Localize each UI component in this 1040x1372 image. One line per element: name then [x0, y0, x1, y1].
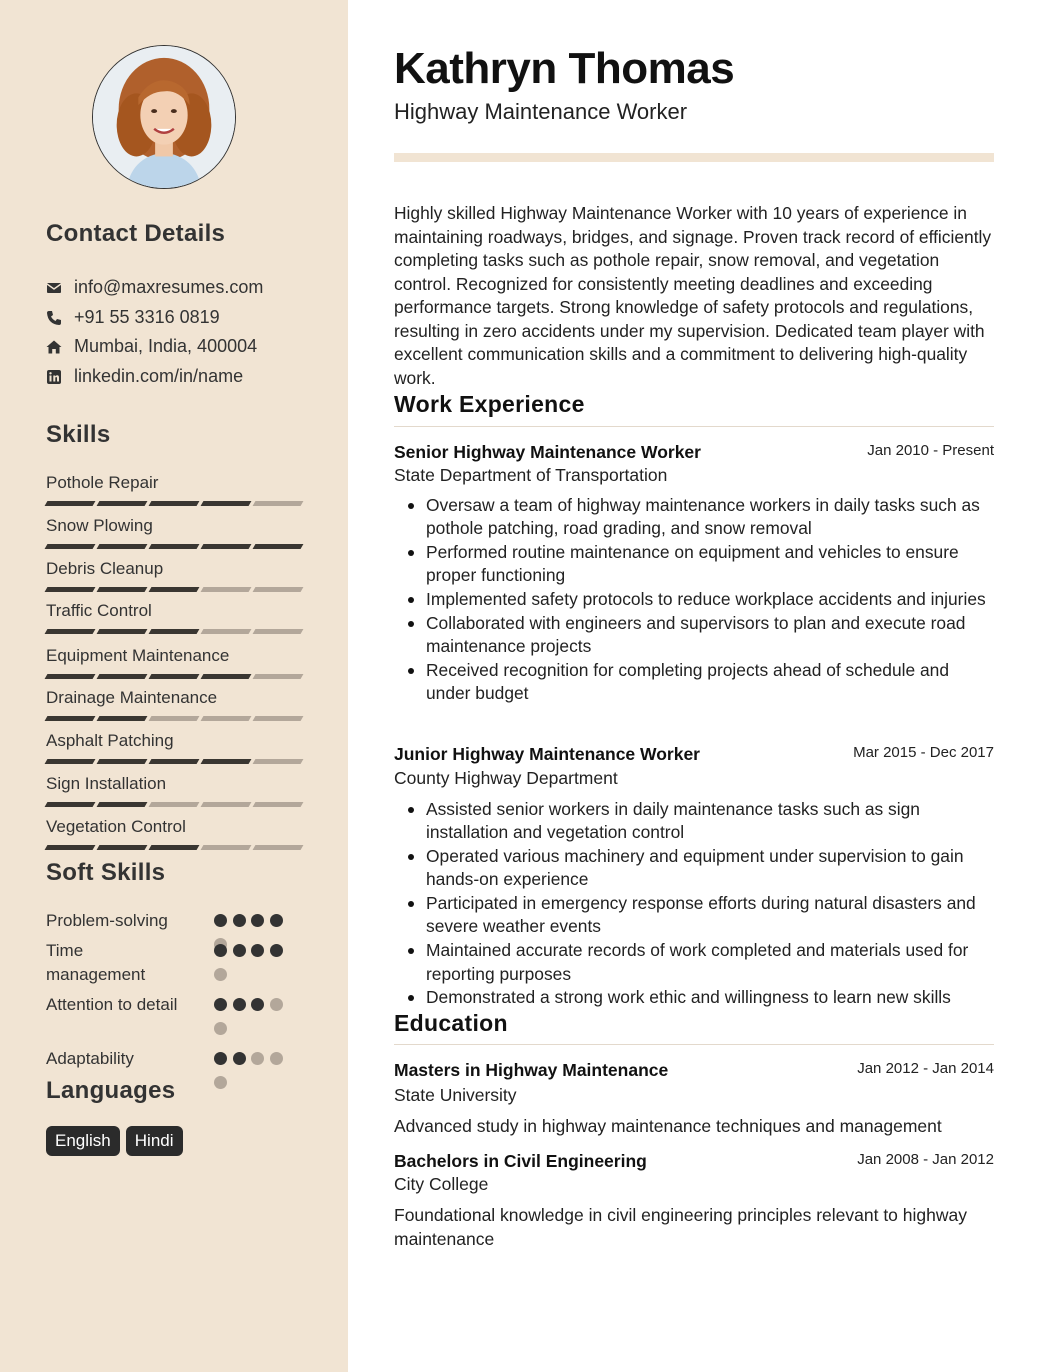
language-badge: English: [46, 1126, 120, 1156]
skill-item: [46, 731, 302, 764]
soft-skill-item: [46, 993, 296, 1017]
rating-dot-filled: [251, 944, 264, 957]
skill-level-segment-filled: [45, 501, 96, 506]
list-item: Demonstrated a strong work ethic and willingness to learn new skills: [426, 986, 998, 1009]
skill-name: Pothole Repair: [46, 473, 159, 492]
section-divider: [394, 426, 994, 427]
skill-level-segment-filled: [45, 674, 96, 679]
skill-level-segment-filled: [149, 587, 200, 592]
skill-level-segment-empty: [253, 501, 304, 506]
education-dates: Jan 2008 - Jan 2012: [857, 1151, 994, 1168]
soft-skill-name: Time management: [46, 941, 146, 984]
skill-item: [46, 559, 302, 592]
contact-linkedin[interactable]: [46, 366, 243, 387]
rating-dot-filled: [233, 1052, 246, 1065]
skill-item: [46, 646, 302, 679]
rating-dot-empty: [214, 1022, 227, 1035]
skill-name: Snow Plowing: [46, 516, 153, 535]
skill-level-segment-filled: [149, 759, 200, 764]
education-header: [394, 1060, 994, 1081]
skill-level-segment-filled: [97, 587, 148, 592]
education-school: State University: [394, 1085, 517, 1105]
languages-list: [46, 1126, 183, 1156]
rating-dot-empty: [214, 1076, 227, 1089]
skill-level-segment-empty: [149, 802, 200, 807]
skill-level-segment-filled: [149, 629, 200, 634]
skill-level-segment-filled: [201, 674, 252, 679]
rating-dot-empty: [270, 998, 283, 1011]
job-dates: Jan 2010 - Present: [867, 442, 994, 459]
rating-dot-filled: [214, 914, 227, 927]
skill-level-segment-filled: [97, 759, 148, 764]
contact-address: [46, 336, 257, 357]
education-description: Foundational knowledge in civil engineering principles relevant to highway maintenance: [394, 1205, 967, 1249]
skill-name: Drainage Maintenance: [46, 688, 218, 707]
list-item: Operated various machinery and equipment under supervision to gain hands-on experience: [426, 845, 998, 892]
skill-item: [46, 774, 302, 807]
rating-dot-filled: [270, 914, 283, 927]
sidebar: [0, 0, 348, 1372]
degree-title: Masters in Highway Maintenance: [394, 1060, 669, 1080]
skill-level-segment-filled: [45, 587, 96, 592]
skill-item: [46, 688, 302, 721]
soft-skill-item: [46, 909, 296, 933]
list-item: Performed routine maintenance on equipment and vehicles to ensure proper functioning: [426, 541, 998, 588]
skill-level-bar: [46, 501, 302, 506]
list-item: Maintained accurate records of work completed and materials used for reporting purposes: [426, 939, 998, 986]
skill-level-segment-filled: [97, 501, 148, 506]
education-heading: Education: [394, 1010, 508, 1036]
profile-photo-illustration: [93, 46, 235, 188]
candidate-name: Kathryn Thomas: [394, 44, 735, 93]
job-bullets: [426, 494, 998, 706]
rating-dot-filled: [270, 944, 283, 957]
soft-skill-item: [46, 939, 296, 987]
soft-skill-name: Problem-solving: [46, 911, 168, 930]
skill-name: Sign Installation: [46, 774, 167, 793]
skill-level-segment-empty: [149, 716, 200, 721]
contact-phone[interactable]: [46, 307, 220, 328]
skill-level-segment-filled: [97, 802, 148, 807]
list-item: Received recognition for completing projects ahead of schedule and under budget: [426, 659, 998, 706]
rating-dot-filled: [251, 914, 264, 927]
job-header: [394, 442, 994, 463]
skill-name: Equipment Maintenance: [46, 646, 230, 665]
soft-skill-name: Adaptability: [46, 1049, 134, 1068]
rating-dot-empty: [251, 1052, 264, 1065]
work-experience-heading: Work Experience: [394, 391, 585, 417]
soft-skills-heading: Soft Skills: [46, 859, 166, 886]
contact-address-text: Mumbai, India, 400004: [74, 336, 258, 356]
skill-level-segment-filled: [97, 845, 148, 850]
skill-level-segment-empty: [253, 716, 304, 721]
education-dates: Jan 2012 - Jan 2014: [857, 1060, 994, 1077]
envelope-icon: [46, 280, 62, 296]
list-item: Assisted senior workers in daily maintenance tasks such as sign installation and vegetation control: [426, 798, 998, 845]
rating-dot-filled: [214, 998, 227, 1011]
summary-text: Highly skilled Highway Maintenance Worker with 10 years of experience in maintaining roadways, bridges, and signage. Proven track record of efficiently completing tasks such as pothole repair, snow removal, and vegetation control. Recognized for consistently meeting deadlines and exceeding performance targets. Strong knowledge of safety protocols and regulations, resulting in zero accidents under my supervision. Dedicated team player with excellent communication skills and a commitment to delivering high-quality work.: [394, 203, 992, 388]
skill-level-bar: [46, 759, 302, 764]
skill-level-segment-filled: [149, 544, 200, 549]
skill-level-bar: [46, 716, 302, 721]
skill-level-segment-empty: [201, 802, 252, 807]
skill-level-segment-filled: [45, 544, 96, 549]
soft-skill-item: [46, 1047, 296, 1071]
education-header: [394, 1151, 994, 1172]
skill-level-segment-empty: [253, 674, 304, 679]
skill-item: [46, 817, 302, 850]
candidate-title: Highway Maintenance Worker: [394, 99, 688, 124]
skill-level-segment-empty: [201, 587, 252, 592]
job-title: Senior Highway Maintenance Worker: [394, 442, 701, 462]
skill-level-segment-filled: [45, 629, 96, 634]
skill-level-segment-empty: [253, 802, 304, 807]
degree-title: Bachelors in Civil Engineering: [394, 1151, 647, 1171]
skill-level-segment-filled: [149, 501, 200, 506]
skill-level-segment-empty: [253, 629, 304, 634]
job-header: [394, 744, 994, 765]
skill-level-segment-empty: [201, 845, 252, 850]
profile-photo: [92, 45, 236, 189]
skill-level-segment-filled: [45, 802, 96, 807]
skill-level-segment-empty: [253, 759, 304, 764]
language-badge: Hindi: [126, 1126, 183, 1156]
phone-icon: [46, 310, 62, 326]
job-organization: County Highway Department: [394, 768, 618, 788]
list-item: Oversaw a team of highway maintenance workers in daily tasks such as pothole patching, road grading, and snow removal: [426, 494, 998, 541]
rating-dot-filled: [214, 1052, 227, 1065]
rating-dot-filled: [233, 914, 246, 927]
skill-level-segment-filled: [201, 544, 252, 549]
section-divider: [394, 1044, 994, 1045]
skill-name: Asphalt Patching: [46, 731, 174, 750]
contact-linkedin-text: linkedin.com/in/name: [74, 366, 244, 386]
education-description: Advanced study in highway maintenance techniques and management: [394, 1116, 942, 1136]
contact-email[interactable]: [46, 277, 263, 298]
languages-heading: Languages: [46, 1077, 176, 1104]
skill-level-segment-empty: [253, 587, 304, 592]
skill-name: Vegetation Control: [46, 817, 186, 836]
rating-dot-filled: [233, 944, 246, 957]
skill-level-segment-filled: [45, 759, 96, 764]
skill-level-segment-filled: [97, 716, 148, 721]
education-school: City College: [394, 1174, 489, 1194]
skill-level-segment-filled: [97, 544, 148, 549]
list-item: Participated in emergency response efforts during natural disasters and severe weather events: [426, 892, 998, 939]
contact-email-text: info@maxresumes.com: [74, 277, 264, 297]
skill-level-segment-filled: [149, 845, 200, 850]
list-item: Collaborated with engineers and supervisors to plan and execute road maintenance projects: [426, 612, 998, 659]
skill-level-segment-empty: [201, 716, 252, 721]
soft-skill-name: Attention to detail: [46, 995, 178, 1014]
skill-level-bar: [46, 674, 302, 679]
skill-level-segment-filled: [97, 674, 148, 679]
rating-dot-filled: [214, 944, 227, 957]
job-bullets: [426, 798, 998, 1010]
job-title: Junior Highway Maintenance Worker: [394, 744, 700, 764]
linkedin-icon: [46, 369, 62, 385]
skills-heading: Skills: [46, 421, 111, 448]
skill-level-bar: [46, 629, 302, 634]
skill-level-segment-filled: [97, 629, 148, 634]
skill-level-segment-filled: [45, 845, 96, 850]
skill-item: [46, 473, 302, 506]
skill-level-segment-empty: [201, 629, 252, 634]
job-organization: State Department of Transportation: [394, 465, 668, 485]
contact-heading: Contact Details: [46, 220, 226, 247]
home-icon: [46, 339, 62, 355]
rating-dot-empty: [214, 968, 227, 981]
skill-level-segment-empty: [253, 845, 304, 850]
skill-level-bar: [46, 802, 302, 807]
skill-level-bar: [46, 544, 302, 549]
skill-item: [46, 516, 302, 549]
contact-phone-text: +91 55 3316 0819: [74, 307, 220, 327]
skill-level-segment-filled: [201, 759, 252, 764]
skill-level-segment-filled: [149, 674, 200, 679]
rating-dot-filled: [233, 998, 246, 1011]
skill-level-bar: [46, 587, 302, 592]
skill-level-segment-filled: [201, 501, 252, 506]
list-item: Implemented safety protocols to reduce workplace accidents and injuries: [426, 588, 998, 611]
skill-item: [46, 601, 302, 634]
skill-name: Traffic Control: [46, 601, 152, 620]
header-divider: [394, 153, 994, 162]
job-dates: Mar 2015 - Dec 2017: [853, 744, 994, 761]
skill-level-segment-filled: [45, 716, 96, 721]
rating-dot-empty: [270, 1052, 283, 1065]
rating-dot-filled: [251, 998, 264, 1011]
skill-level-segment-filled: [253, 544, 304, 549]
skill-level-bar: [46, 845, 302, 850]
skill-name: Debris Cleanup: [46, 559, 164, 578]
